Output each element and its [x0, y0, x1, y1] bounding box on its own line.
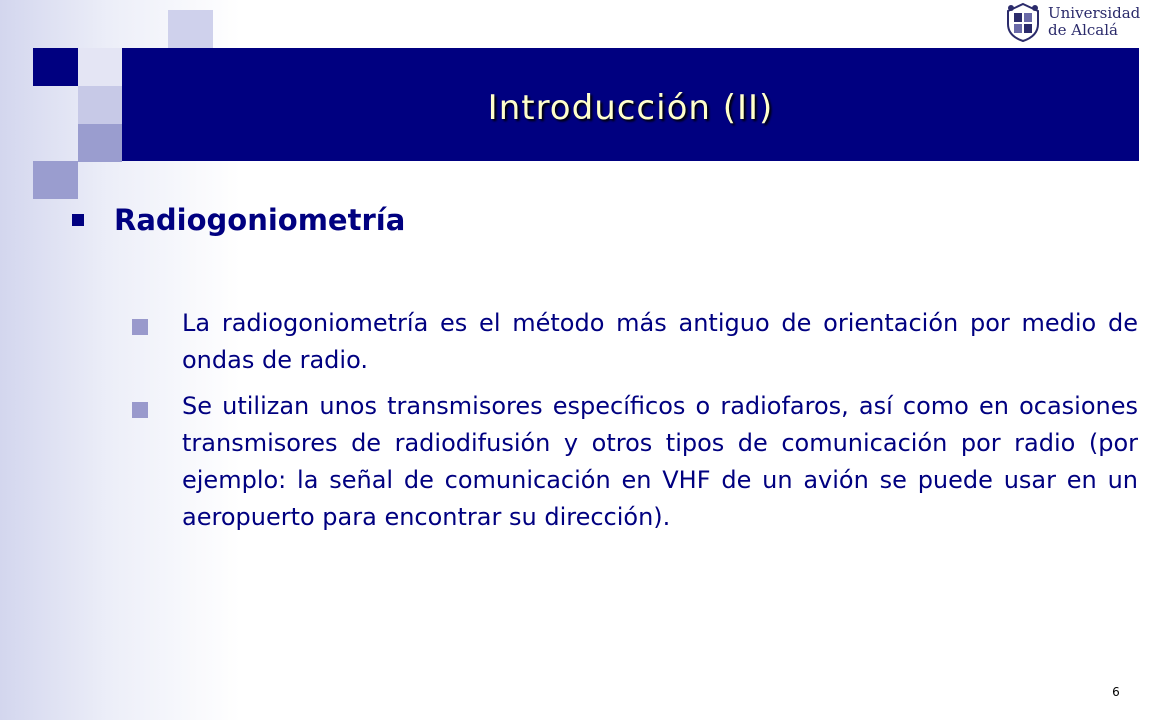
logo-line-2: de Alcalá	[1048, 21, 1118, 39]
bullet-list	[132, 305, 1138, 545]
university-logo-text	[1048, 5, 1140, 39]
square-bullet-icon	[72, 214, 84, 226]
decor-square	[33, 161, 78, 199]
main-bullet	[72, 203, 405, 237]
decor-square	[78, 86, 122, 124]
decor-square	[168, 10, 213, 48]
list-item	[132, 305, 1138, 379]
university-crest-icon	[1004, 2, 1042, 42]
decor-square	[78, 124, 122, 162]
section-heading: Radiogoniometría	[114, 203, 406, 237]
decor-square	[78, 48, 122, 86]
bullet-text: Se utilizan unos transmisores específicos o radiofaros, así como en ocasiones transmisores de radiodifusión y otros tipos de comunicación por radio (por ejemplo: la señal de comunicación en VHF de un avión se puede usar en un aeropuerto para encontrar su dirección).	[182, 392, 1138, 531]
slide-title: Introducción (II)	[487, 87, 774, 128]
square-bullet-icon	[132, 319, 148, 335]
decor-square	[33, 48, 78, 86]
square-bullet-icon	[132, 402, 148, 418]
logo-line-1: Universidad	[1048, 4, 1141, 22]
list-item	[132, 388, 1138, 536]
bullet-text: La radiogoniometría es el método más antiguo de orientación por medio de ondas de radio.	[182, 309, 1138, 374]
page-number: 6	[1112, 685, 1120, 699]
university-logo	[1004, 0, 1152, 44]
